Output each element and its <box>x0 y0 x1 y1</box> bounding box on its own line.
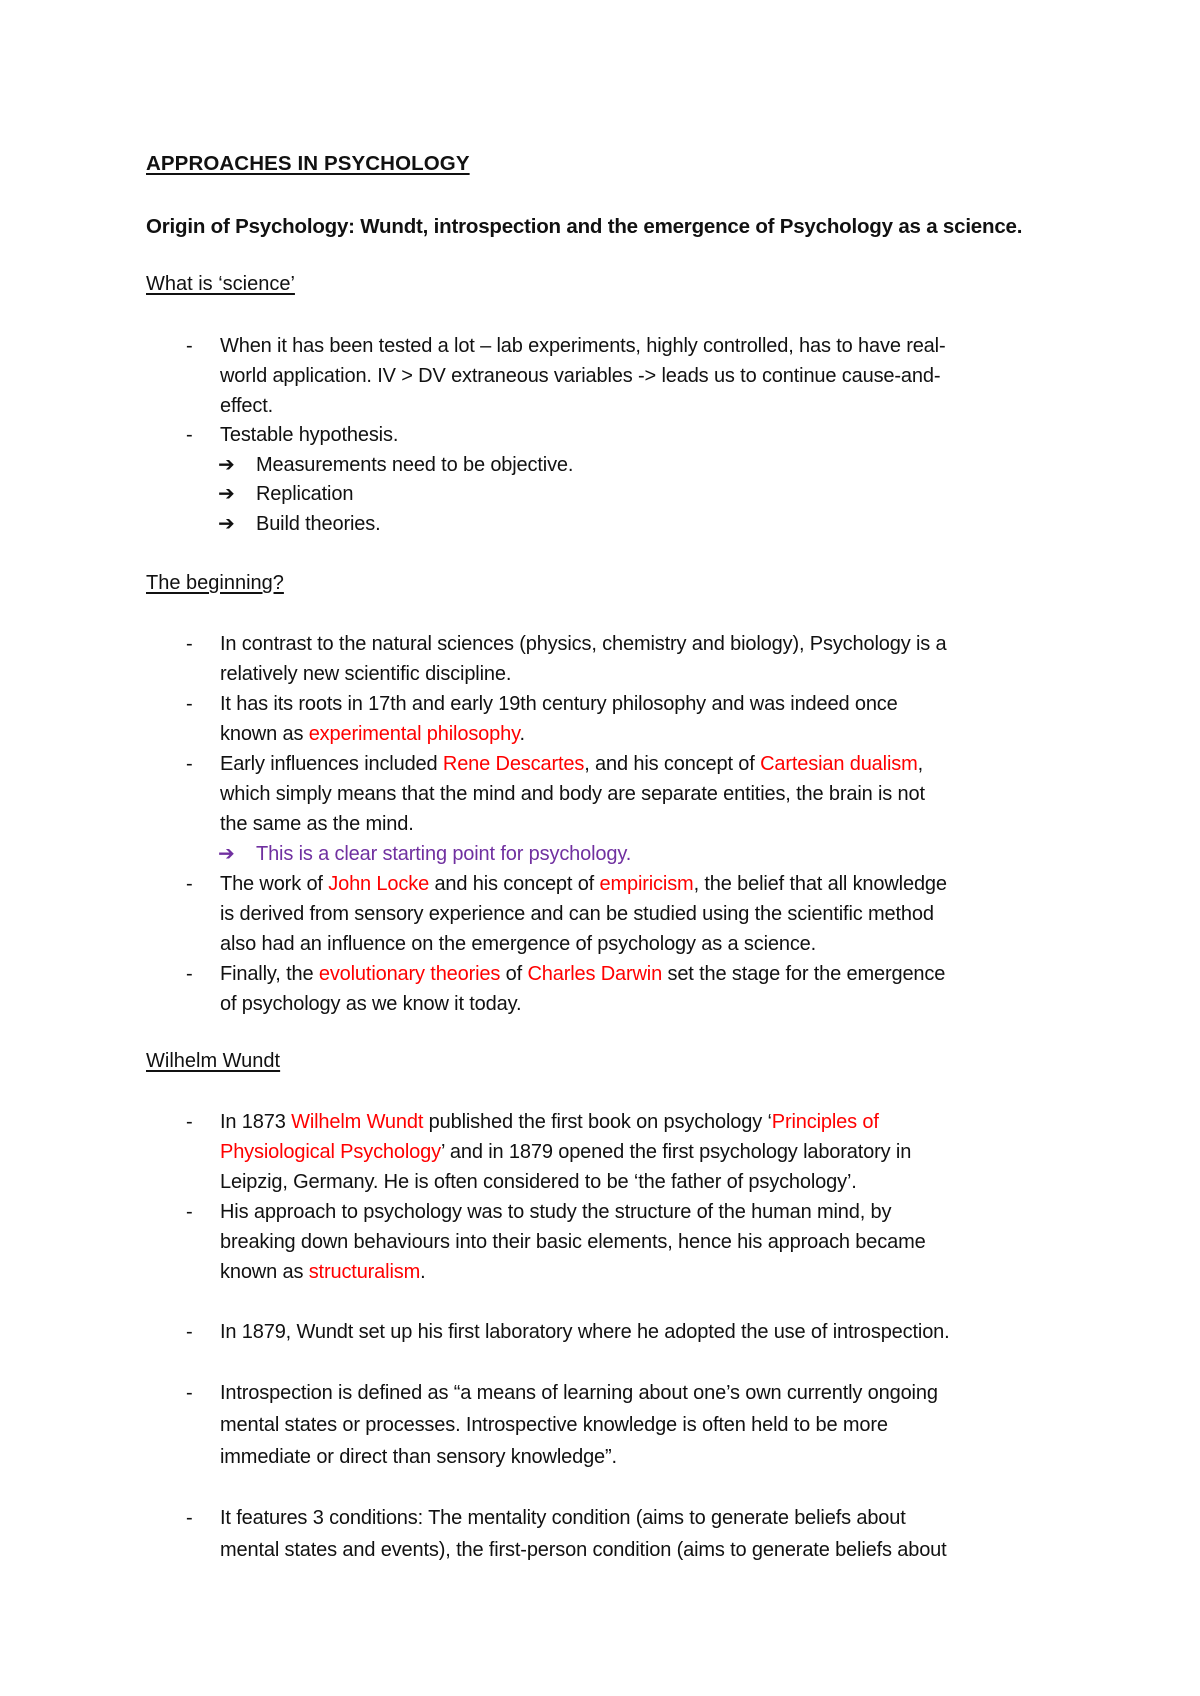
bullet-dash: - <box>186 753 193 775</box>
arrow-bullet-icon: ➔ <box>218 483 235 505</box>
bullet-line: breaking down behaviours into their basic elements, hence his approach became <box>220 1231 926 1253</box>
bullet-line: It has its roots in 17th and early 19th century philosophy and was indeed once <box>220 693 898 715</box>
highlight-term: John Locke <box>328 873 430 895</box>
text-run: , and his concept of <box>584 753 761 775</box>
bullet-dash: - <box>186 1201 193 1223</box>
bullet-line: immediate or direct than sensory knowledge”. <box>220 1446 617 1468</box>
bullet-dash: - <box>186 633 193 655</box>
section-heading-beginning: The beginning? <box>146 572 284 594</box>
bullet-line <box>220 722 525 746</box>
bullet-dash: - <box>186 1507 193 1529</box>
bullet-line: In contrast to the natural sciences (physics, chemistry and biology), Psychology is a <box>220 633 947 655</box>
text-run: In 1873 <box>220 1111 292 1133</box>
bullet-line: world application. IV > DV extraneous variables -> leads us to continue cause-and- <box>220 365 941 387</box>
bullet-dash: - <box>186 1321 193 1343</box>
bullet-line: which simply means that the mind and body are separate entities, the brain is not <box>220 783 925 805</box>
bullet-line <box>220 1140 911 1164</box>
bullet-line: When it has been tested a lot – lab experiments, highly controlled, has to have real- <box>220 335 946 357</box>
bullet-line <box>220 1260 426 1284</box>
highlight-term: Principles of <box>771 1111 879 1133</box>
bullet-line: the same as the mind. <box>220 813 414 835</box>
arrow-line: Replication <box>256 483 354 505</box>
bullet-line: mental states and events), the first-person condition (aims to generate beliefs about <box>220 1539 947 1561</box>
text-run: , the belief that all knowledge <box>693 873 947 895</box>
arrow-bullet-icon: ➔ <box>218 454 235 476</box>
section-heading-wundt: Wilhelm Wundt <box>146 1050 281 1072</box>
bullet-line: Testable hypothesis. <box>220 424 399 446</box>
text-run: known as <box>220 723 309 745</box>
bullet-line: In 1879, Wundt set up his first laboratory where he adopted the use of introspection. <box>220 1321 950 1343</box>
highlight-term: experimental philosophy <box>308 723 520 745</box>
text-run: set the stage for the emergence <box>662 963 946 985</box>
bullet-dash: - <box>186 1382 193 1404</box>
bullet-line: relatively new scientific discipline. <box>220 663 512 685</box>
text-run: . <box>519 723 525 745</box>
text-run: , <box>917 753 924 775</box>
arrow-line: Build theories. <box>256 513 381 535</box>
bullet-line: mental states or processes. Introspective knowledge is often held to be more <box>220 1414 888 1436</box>
text-run: Finally, the <box>220 963 319 985</box>
bullet-line: His approach to psychology was to study the structure of the human mind, by <box>220 1201 892 1223</box>
bullet-dash: - <box>186 963 193 985</box>
highlight-term: structuralism <box>308 1261 421 1283</box>
bullet-line: is derived from sensory experience and can be studied using the scientific method <box>220 903 934 925</box>
bullet-dash: - <box>186 693 193 715</box>
bullet-line <box>220 1110 879 1134</box>
bullet-dash: - <box>186 1111 193 1133</box>
document-subtitle: Origin of Psychology: Wundt, introspection and the emergence of Psychology as a science. <box>146 215 1023 238</box>
highlight-term: Cartesian dualism <box>760 753 918 775</box>
section-heading-science: What is ‘science’ <box>146 273 295 295</box>
bullet-dash: - <box>186 335 193 357</box>
bullet-line: also had an influence on the emergence of psychology as a science. <box>220 933 817 955</box>
text-run: published the first book on psychology ‘ <box>423 1111 772 1133</box>
text-run: ’ and in 1879 opened the first psychology laboratory in <box>440 1141 912 1163</box>
bullet-line <box>220 752 923 776</box>
text-run: Early influences included <box>220 753 443 775</box>
text-run: . <box>420 1261 426 1283</box>
highlight-term: empiricism <box>599 873 694 895</box>
bullet-line: Leipzig, Germany. He is often considered to be ‘the father of psychology’. <box>220 1171 857 1193</box>
text-run: The work of <box>220 873 329 895</box>
highlight-term: evolutionary theories <box>318 963 501 985</box>
bullet-line <box>220 872 947 896</box>
arrow-line: This is a clear starting point for psychology. <box>256 843 632 865</box>
bullet-line: effect. <box>220 395 274 417</box>
bullet-line: Introspection is defined as “a means of learning about one’s own currently ongoing <box>220 1382 938 1404</box>
bullet-dash: - <box>186 873 193 895</box>
arrow-line: Measurements need to be objective. <box>256 454 574 476</box>
arrow-bullet-icon: ➔ <box>218 843 235 865</box>
text-run: and his concept of <box>429 873 600 895</box>
bullet-line <box>220 962 945 986</box>
bullet-line: of psychology as we know it today. <box>220 993 522 1015</box>
highlight-term: Physiological Psychology <box>220 1141 441 1163</box>
text-run: known as <box>220 1261 309 1283</box>
highlight-term: Charles Darwin <box>527 963 663 985</box>
bullet-line: It features 3 conditions: The mentality condition (aims to generate beliefs about <box>220 1507 906 1529</box>
document-title: APPROACHES IN PSYCHOLOGY <box>146 152 470 175</box>
arrow-bullet-icon: ➔ <box>218 513 235 535</box>
highlight-term: Wilhelm Wundt <box>291 1111 424 1133</box>
text-run: of <box>500 963 528 985</box>
highlight-term: Rene Descartes <box>442 753 585 775</box>
bullet-dash: - <box>186 424 193 446</box>
